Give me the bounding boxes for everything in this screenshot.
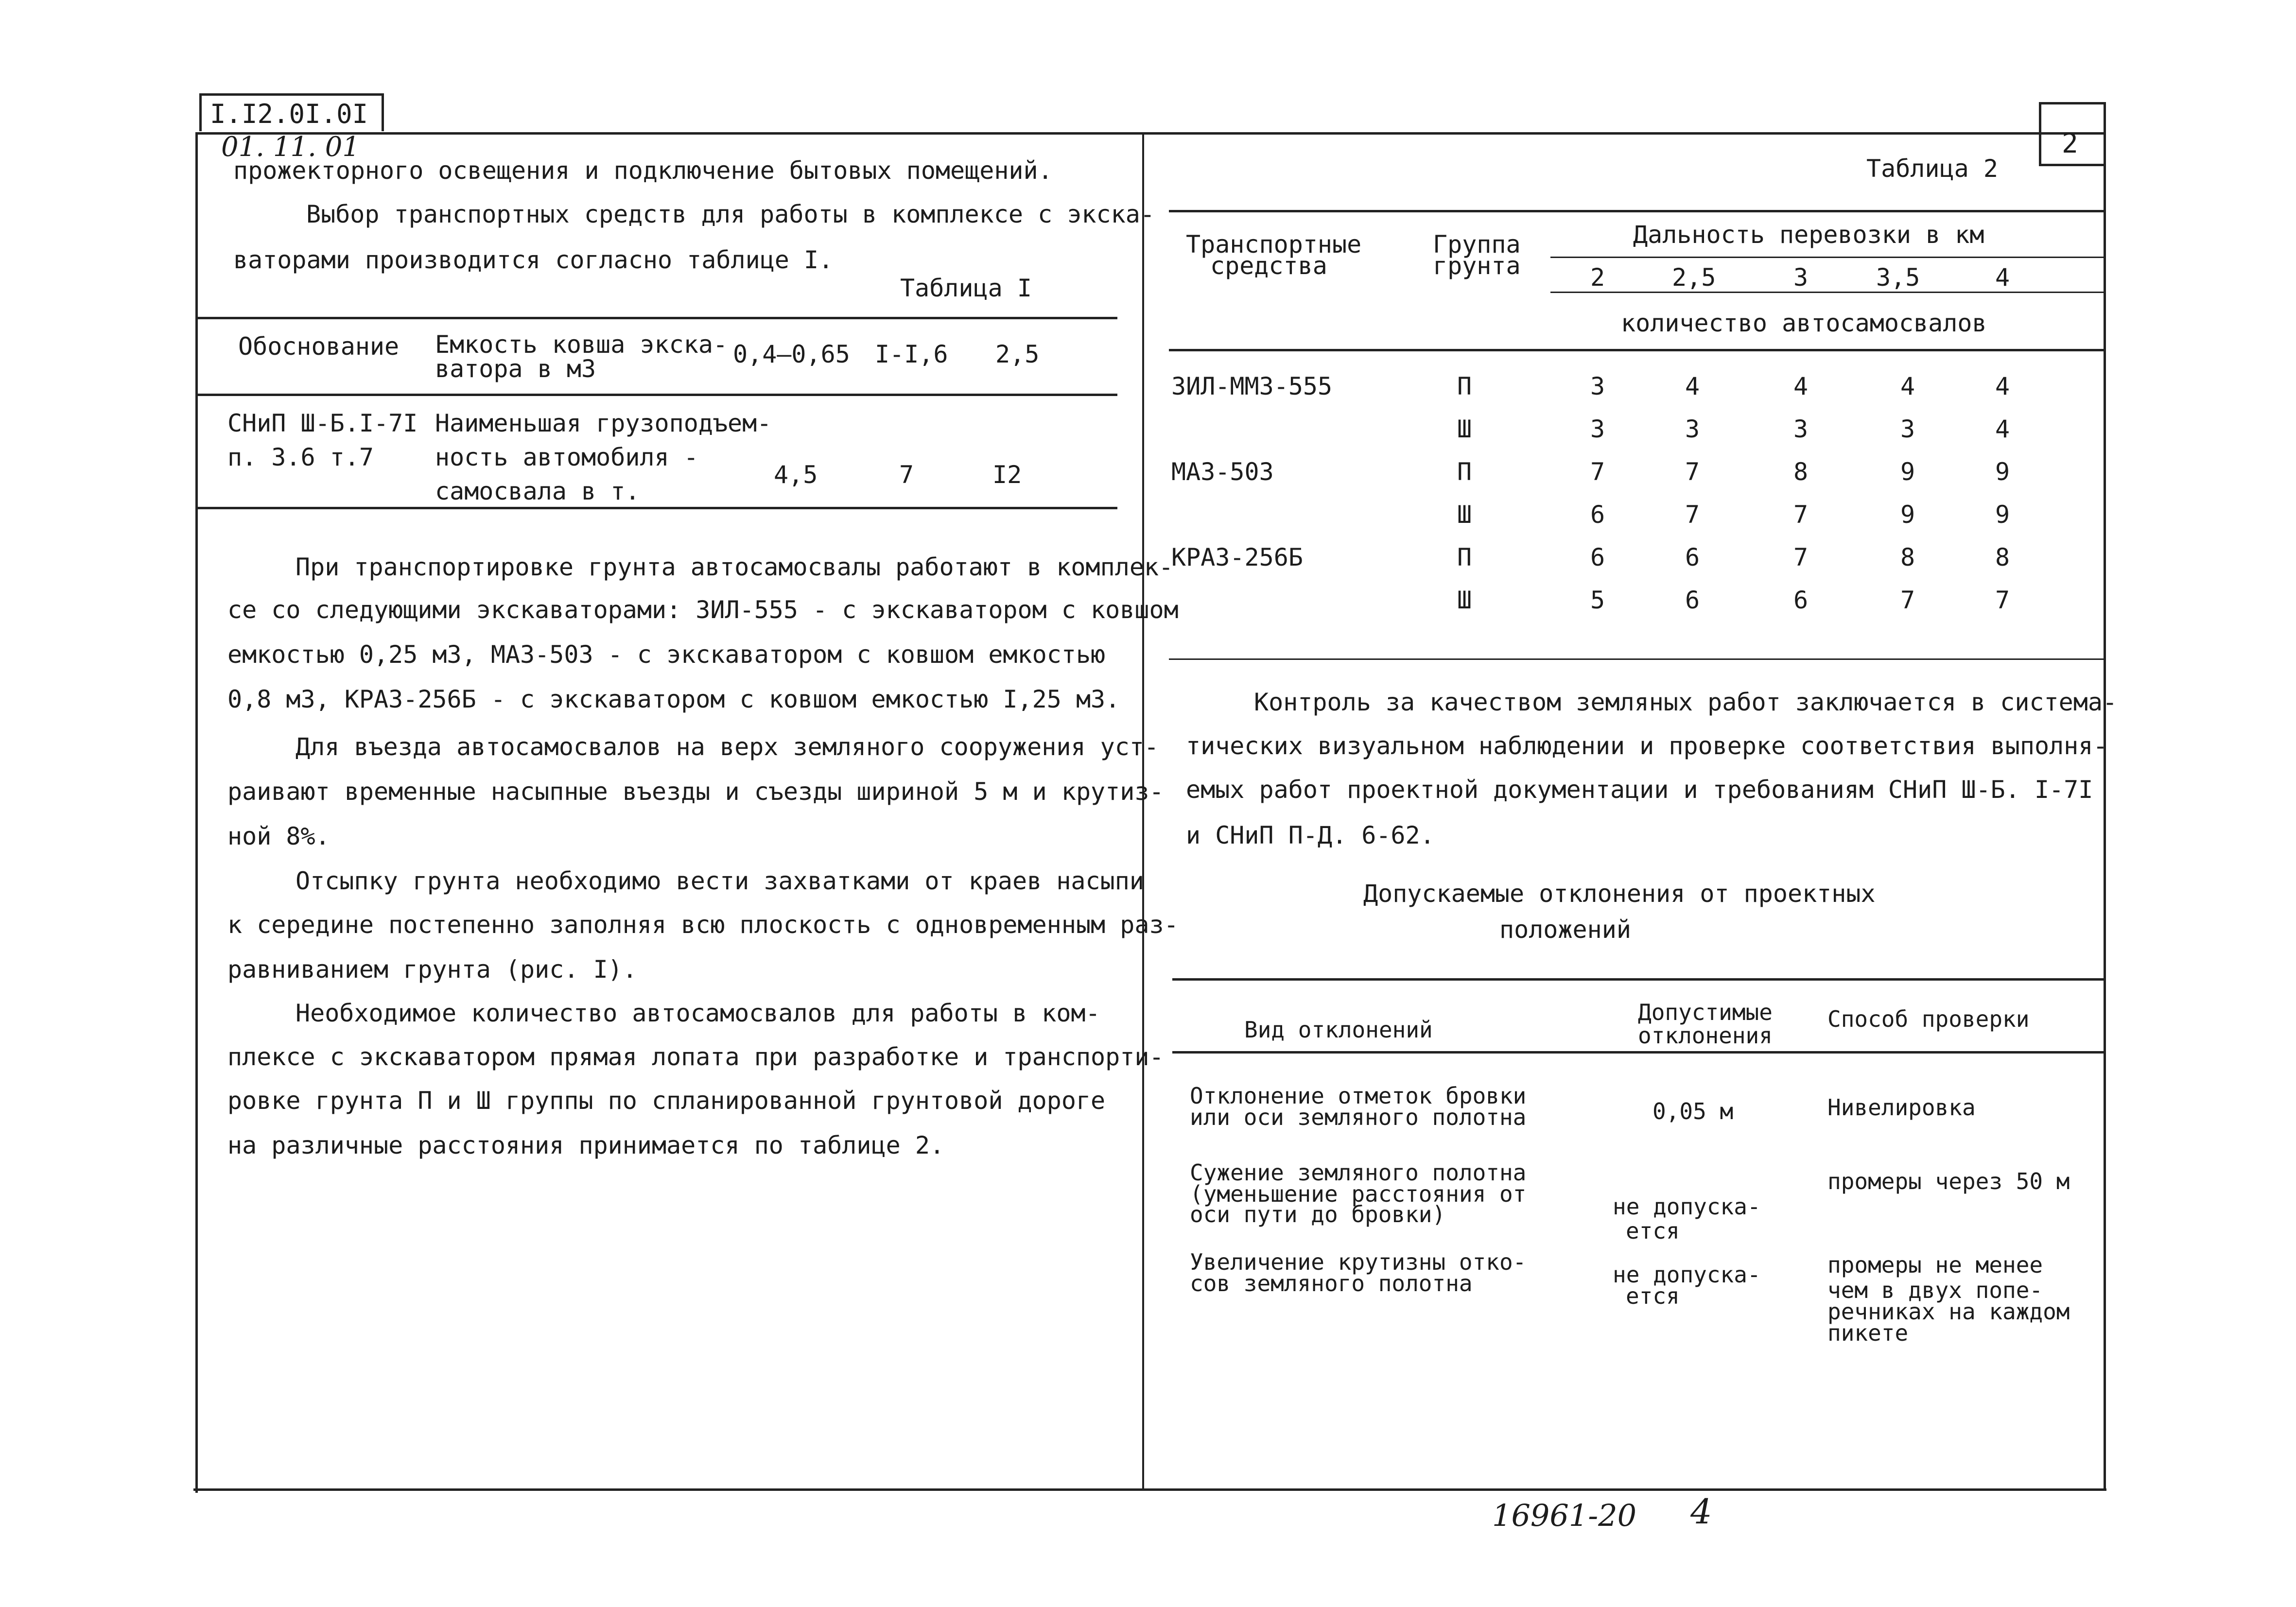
para5-line1: Необходимое количество автосамосвалов для работы в ком-	[296, 999, 1100, 1027]
table3-r2-allowed-b: ется	[1626, 1218, 1680, 1244]
table3-r2-method: промеры через 50 м	[1827, 1168, 2070, 1194]
para5-line2: плексе с экскаватором прямая лопата при разработке и транспорти-	[227, 1043, 1164, 1071]
table1-row1-col1: Обоснование	[238, 332, 400, 361]
table3-r1-allowed: 0,05 м	[1652, 1098, 1734, 1124]
table2-row6-v5: 7	[1995, 586, 2010, 614]
table1-row2-col1a: СНиП Ш-Б.I-7I	[227, 409, 418, 437]
table2-row4-v2: 7	[1685, 501, 1700, 529]
sheet-number: 2	[2062, 128, 2078, 159]
table3-r2-kind-c: оси пути до бровки)	[1190, 1201, 1446, 1227]
table3-r3-kind-b: сов земляного полотна	[1190, 1270, 1473, 1296]
para4-line3: равниванием грунта (рис. I).	[227, 955, 637, 984]
deviation-title-a: Допускаемые отклонения от проектных	[1363, 880, 1876, 908]
table2-row1-group: П	[1457, 372, 1472, 400]
table3-r3-method-d: пикете	[1827, 1320, 1909, 1346]
table2-row2-group: Ш	[1457, 415, 1472, 443]
table2-row3-v1: 7	[1590, 458, 1605, 486]
para2-line1: При транспортировке грунта автосамосвалы работают в комплек-	[296, 553, 1174, 581]
table2-row3-v5: 9	[1995, 458, 2010, 486]
table2-end-rule	[1169, 658, 2106, 660]
table2-h-group-a: Группа	[1433, 230, 1521, 259]
footer-handwritten-number: 16961-20	[1492, 1498, 1637, 1533]
table2-row2-v3: 3	[1793, 415, 1809, 443]
table2-h-distance: Дальность перевозки в км	[1633, 221, 1984, 249]
table1-row2-col2c: самосвала в т.	[435, 477, 640, 505]
table2-distance-4: 3,5	[1876, 263, 1920, 292]
table2-h-transport-a: Транспортные	[1186, 230, 1362, 259]
table1-row2-col2a: Наименьшая грузоподъем-	[435, 409, 772, 437]
table3-h-allowed-b: отклонения	[1638, 1022, 1773, 1049]
control-line4: и СНиП П-Д. 6-62.	[1186, 821, 1435, 849]
para4-line1: Отсыпку грунта необходимо вести захватками от краев насыпи	[296, 867, 1144, 895]
table1-row1-col2a: Емкость ковша экска-	[435, 330, 728, 359]
table2-header-rule	[1550, 292, 2105, 293]
control-line2: тических визуальном наблюдении и проверке соответствия выполня-	[1186, 732, 2108, 760]
table2-row6-v3: 6	[1793, 586, 1809, 614]
control-line1: Контроль за качеством земляных работ заключается в система-	[1254, 688, 2118, 716]
frame-left-border	[195, 132, 198, 1493]
table2-distance-3: 3	[1793, 263, 1809, 292]
table3-r2-kind-b: (уменьшение расстояния от	[1190, 1181, 1527, 1207]
table2-row5-group: П	[1457, 543, 1472, 571]
table2-row3-v3: 8	[1793, 458, 1809, 486]
footer-page-number: 4	[1690, 1492, 1712, 1532]
table3-r3-allowed-a: не допуска-	[1613, 1261, 1761, 1288]
para2-line2: се со следующими экскаваторами: ЗИЛ-555 - с экскаватором с ковшом	[227, 596, 1179, 624]
frame-bottom-border	[193, 1488, 2106, 1491]
table3-r1-method: Нивелировка	[1827, 1094, 1976, 1121]
table1-caption: Таблица I	[900, 274, 1032, 302]
table3-h-kind: Вид отклонений	[1244, 1017, 1433, 1043]
para3-line1: Для въезда автосамосвалов на верх земляного сооружения уст-	[296, 733, 1159, 761]
table2-top-rule	[1169, 210, 2106, 212]
table3-r3-method-a: промеры не менее	[1827, 1252, 2043, 1278]
table3-r1-kind-a: Отклонение отметок бровки	[1190, 1083, 1527, 1109]
table2-row1-v4: 4	[1900, 372, 1915, 400]
table1-row2-col1b: п. 3.6 т.7	[227, 443, 374, 471]
table2-caption: Таблица 2	[1866, 155, 1998, 183]
table1-row2-v2: 7	[899, 461, 914, 489]
date-handwritten: 01. 11. 01	[221, 131, 360, 163]
table3-r3-kind-a: Увеличение крутизны отко-	[1190, 1249, 1527, 1275]
para5-line3: ровке грунта П и Ш группы по спланированной грунтовой дороге	[227, 1087, 1106, 1115]
table2-row6-v1: 5	[1590, 586, 1605, 614]
para4-line2: к середине постепенно заполняя всю плоскость с одновременным раз-	[227, 911, 1179, 939]
table2-row6-v4: 7	[1900, 586, 1915, 614]
table3-h-allowed-a: Допустимые	[1638, 999, 1773, 1025]
table2-row4-v5: 9	[1995, 501, 2010, 529]
para3-line2: раивают временные насыпные въезды и съезды шириной 5 м и крутиз-	[227, 778, 1164, 806]
table2-row1-v1: 3	[1590, 372, 1605, 400]
table2-distance-1: 2	[1590, 263, 1605, 292]
table2-distance-rule	[1550, 257, 2105, 258]
table3-r2-allowed-a: не допуска-	[1613, 1193, 1761, 1220]
table2-row5-v3: 7	[1793, 543, 1809, 571]
doc-code: I.I2.0I.0I	[210, 99, 368, 129]
table1-row1-v3: 2,5	[995, 340, 1040, 368]
table3-r3-method-c: речниках на каждом	[1827, 1298, 2070, 1325]
table3-header-rule	[1172, 1051, 2105, 1054]
table3-r3-method-b: чем в двух попе-	[1827, 1277, 2043, 1303]
table2-row4-v1: 6	[1590, 501, 1605, 529]
table3-r1-kind-b: или оси земляного полотна	[1190, 1104, 1527, 1130]
table2-distance-5: 4	[1995, 263, 2010, 292]
table1-row1-v1: 0,4–0,65	[733, 340, 850, 368]
table3-r2-kind-a: Сужение земляного полотна	[1190, 1159, 1527, 1186]
table2-row2-v2: 3	[1685, 415, 1700, 443]
table2-row3-group: П	[1457, 458, 1472, 486]
para3-line3: ной 8%.	[227, 822, 330, 850]
table2-row3-v2: 7	[1685, 458, 1700, 486]
table2-h-count: количество автосамосвалов	[1621, 309, 1987, 337]
intro-line: прожекторного освещения и подключение бытовых помещений.	[233, 156, 1053, 185]
table1-mid-rule	[196, 394, 1117, 396]
table2-row1-v5: 4	[1995, 372, 2010, 400]
table2-row4-group: Ш	[1457, 501, 1472, 529]
table1-top-rule	[196, 317, 1117, 319]
control-line3: емых работ проектной документации и требованиям СНиП Ш-Б. I-7I	[1186, 776, 2093, 804]
table1-row2-v1: 4,5	[774, 461, 818, 489]
table2-row5-v5: 8	[1995, 543, 2010, 571]
table1-row2-v3: I2	[992, 461, 1022, 489]
table2-row1-vehicle: ЗИЛ-ММЗ-555	[1171, 372, 1333, 400]
table2-row2-v5: 4	[1995, 415, 2010, 443]
table2-row2-v1: 3	[1590, 415, 1605, 443]
table2-row3-vehicle: МАЗ-503	[1171, 458, 1274, 486]
table2-h-transport-b: средства	[1210, 252, 1327, 280]
table1-row2-col2b: ность автомобиля -	[435, 443, 698, 471]
table2-row6-group: Ш	[1457, 586, 1472, 614]
table2-row5-vehicle: КРАЗ-256Б	[1171, 543, 1303, 571]
para2-line4: 0,8 м3, КРАЗ-256Б - с экскаватором с ковшом емкостью I,25 м3.	[227, 685, 1120, 713]
table1-row1-v2: I-I,6	[875, 340, 948, 368]
para2-line3: емкостью 0,25 м3, МАЗ-503 - с экскаватором с ковшом емкостью	[227, 640, 1106, 669]
table2-distance-2: 2,5	[1672, 263, 1716, 292]
table2-row5-v2: 6	[1685, 543, 1700, 571]
page-divider	[1142, 132, 1144, 1490]
table2-h-group-b: грунта	[1433, 252, 1521, 280]
table1-row1-col2b: ватора в м3	[435, 355, 596, 383]
frame-top-border	[195, 132, 2105, 135]
table2-row4-v3: 7	[1793, 501, 1809, 529]
table2-row3-v4: 9	[1900, 458, 1915, 486]
table3-top-rule	[1172, 978, 2105, 981]
frame-right-border	[2104, 102, 2106, 1491]
para5-line4: на различные расстояния принимается по таблице 2.	[227, 1131, 945, 1159]
table1-bottom-rule	[196, 507, 1117, 509]
table2-row1-v3: 4	[1793, 372, 1809, 400]
table2-row5-v4: 8	[1900, 543, 1915, 571]
deviation-title-b: положений	[1499, 916, 1631, 944]
table2-row1-v2: 4	[1685, 372, 1700, 400]
table3-h-method: Способ проверки	[1827, 1006, 2030, 1032]
table2-row5-v1: 6	[1590, 543, 1605, 571]
table3-r3-allowed-b: ется	[1626, 1283, 1680, 1309]
para1-line2: ваторами производится согласно таблице I.	[233, 246, 834, 274]
table2-row6-v2: 6	[1685, 586, 1700, 614]
para1-line1: Выбор транспортных средств для работы в комплексе с экска-	[306, 200, 1155, 228]
table2-row4-v4: 9	[1900, 501, 1915, 529]
table2-bottom-rule	[1169, 349, 2106, 351]
table2-row2-v4: 3	[1900, 415, 1915, 443]
